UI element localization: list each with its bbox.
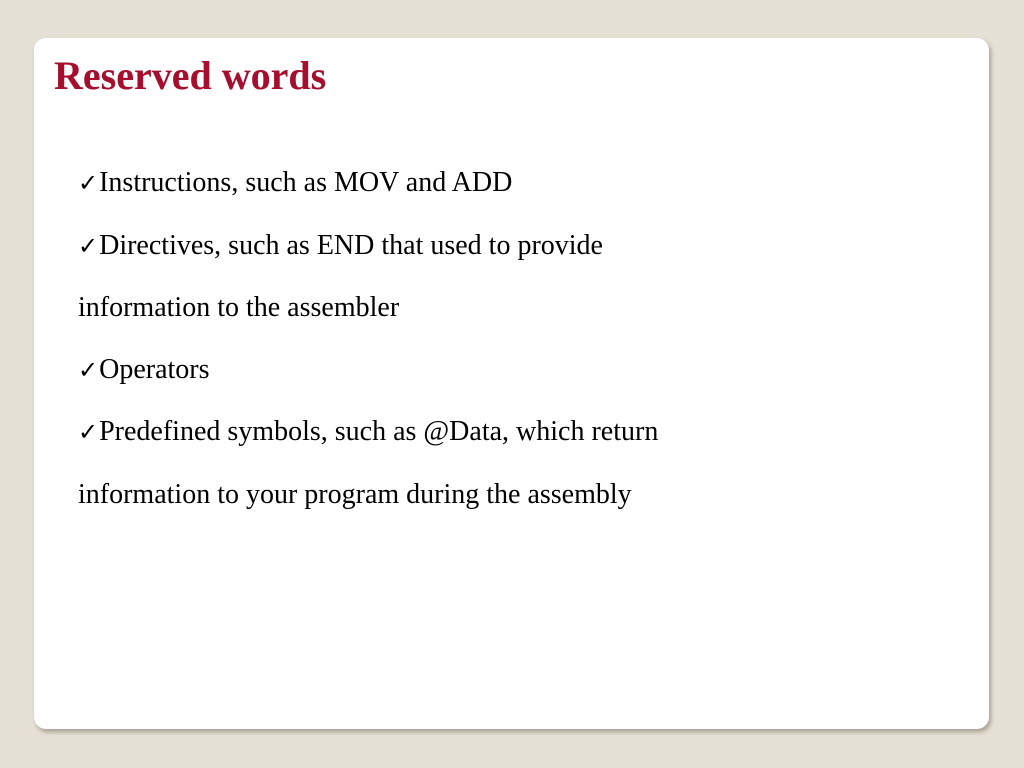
- bullet-text-continuation: information to the assembler: [78, 292, 400, 323]
- bullet-text: Directives, such as END that used to provide: [99, 229, 603, 261]
- slide-title: Reserved words: [54, 53, 327, 98]
- bullet-item: [78, 401, 938, 525]
- bullet-item: [78, 215, 938, 339]
- bullet-text: Predefined symbols, such as @Data, which return: [99, 416, 659, 447]
- check-icon: ✓: [78, 231, 99, 260]
- check-icon: ✓: [78, 169, 99, 197]
- bullet-text-continuation: information to your program during the assembly: [78, 478, 632, 510]
- bullet-item: [78, 339, 938, 402]
- check-icon: ✓: [78, 418, 99, 446]
- check-icon: ✓: [78, 355, 99, 384]
- bullet-list: [78, 152, 938, 525]
- bullet-item: [78, 152, 938, 215]
- slide-card: [34, 38, 989, 729]
- bullet-text: Instructions, such as MOV and ADD: [99, 167, 513, 198]
- bullet-text: Operators: [99, 353, 210, 385]
